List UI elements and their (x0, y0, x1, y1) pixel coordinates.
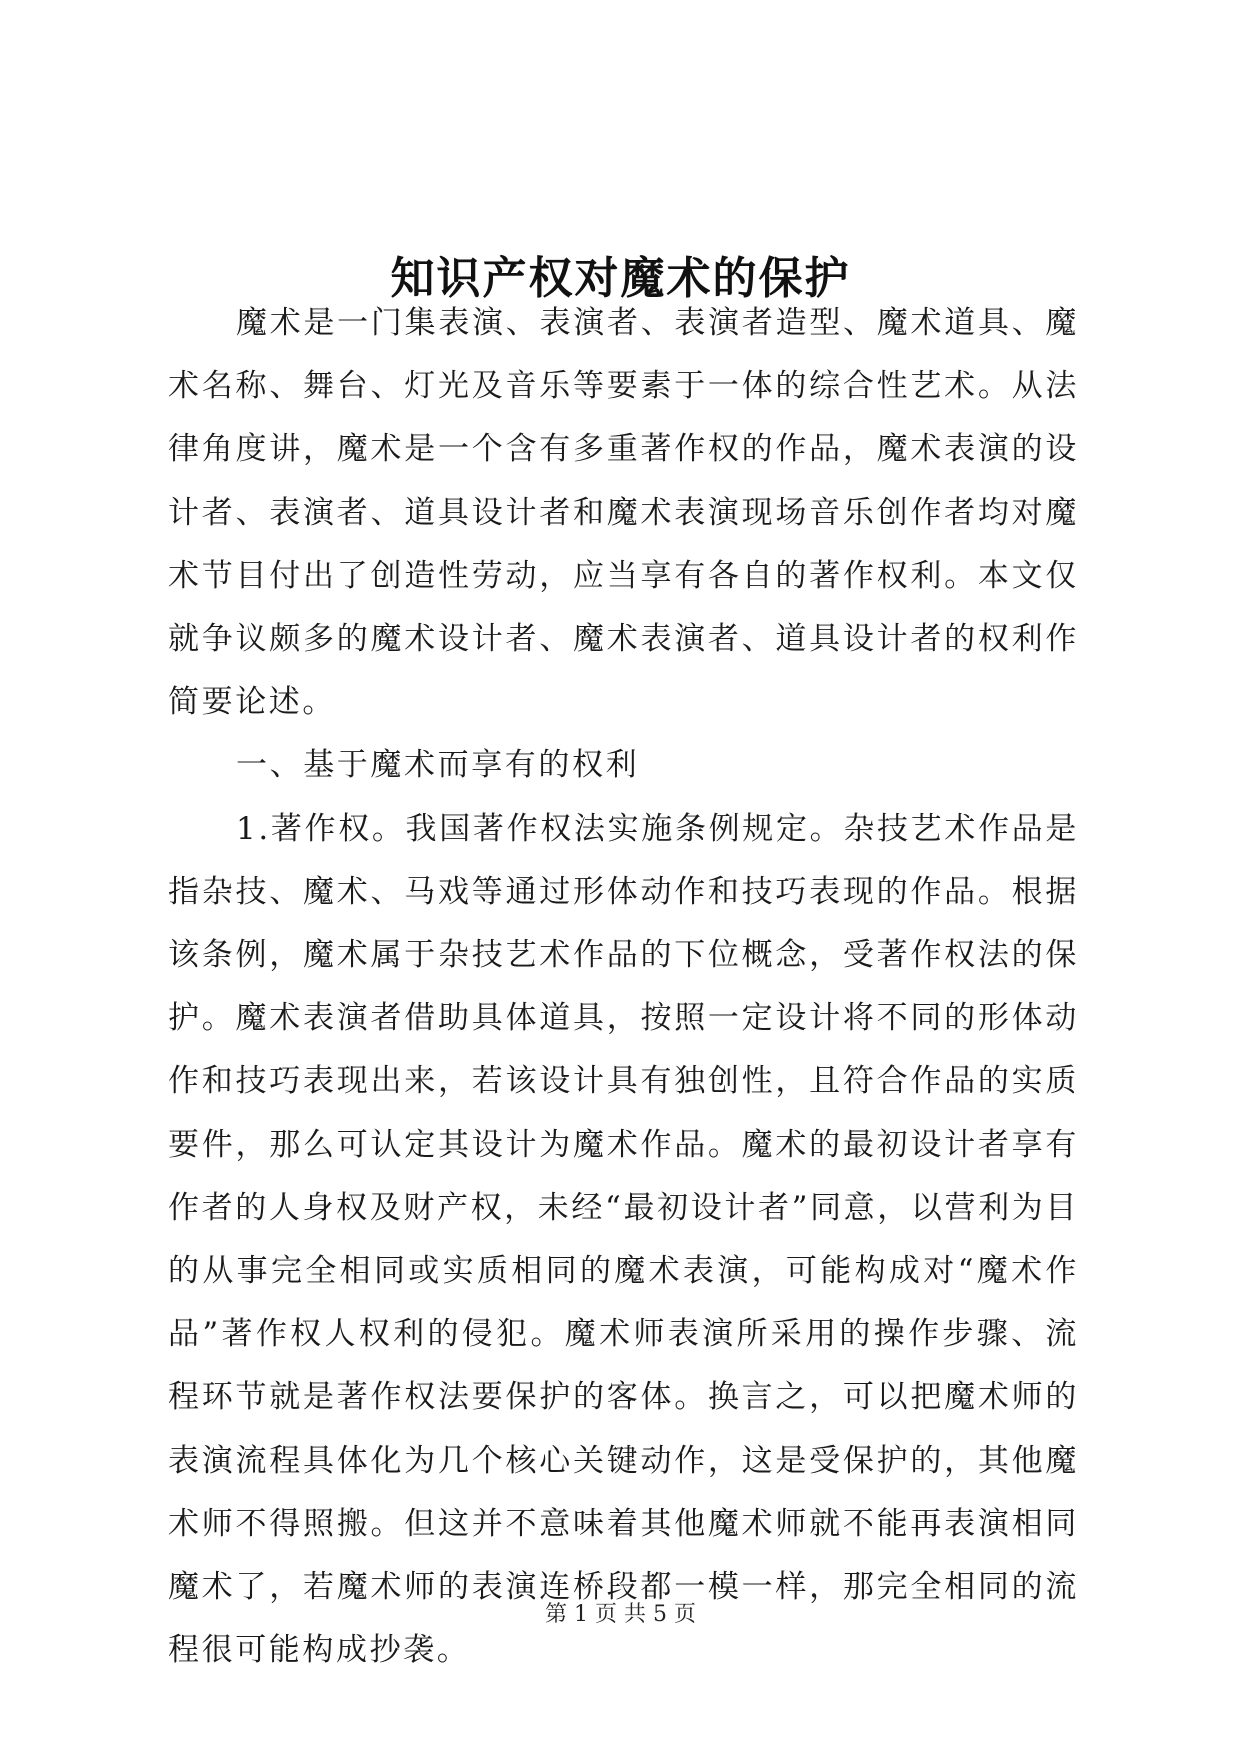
page-number-footer: 第 1 页 共 5 页 (545, 1602, 696, 1627)
document-body (168, 292, 1079, 1682)
body-paragraph-intro: 魔术是一门集表演、表演者、表演者造型、魔术道具、魔术名称、舞台、灯光及音乐等要素于一体的综合性艺术。从法律角度讲，魔术是一个含有多重著作权的作品，魔术表演的设计者、表演者、道具设计者和魔术表演现场音乐创作者均对魔术节目付出了创造性劳动，应当享有各自的著作权利。本文仅就争议颇多的魔术设计者、魔术表演者、道具设计者的权利作简要论述。 (168, 305, 1079, 721)
body-paragraph-copyright: 1.著作权。我国著作权法实施条例规定。杂技艺术作品是指杂技、魔术、马戏等通过形体动作和技巧表现的作品。根据该条例，魔术属于杂技艺术作品的下位概念，受著作权法的保护。魔术表演者借助具体道具，按照一定设计将不同的形体动作和技巧表现出来，若该设计具有独创性，且符合作品的实质要件，那么可认定其设计为魔术作品。魔术的最初设计者享有作者的人身权及财产权，未经“最初设计者”同意，以营利为目的从事完全相同或实质相同的魔术表演，可能构成对“魔术作品”著作权人权利的侵犯。魔术师表演所采用的操作步骤、流程环节就是著作权法要保护的客体。换言之，可以把魔术师的表演流程具体化为几个核心关键动作，这是受保护的，其他魔术师不得照搬。但这并不意味着其他魔术师就不能再表演相同魔术了，若魔术师的表演连桥段都一模一样，那完全相同的流程很可能构成抄袭。 (168, 810, 1079, 1669)
section-heading: 一、基于魔术而享有的权利 (236, 747, 640, 784)
document-title: 知识产权对魔术的保护 (390, 253, 851, 305)
